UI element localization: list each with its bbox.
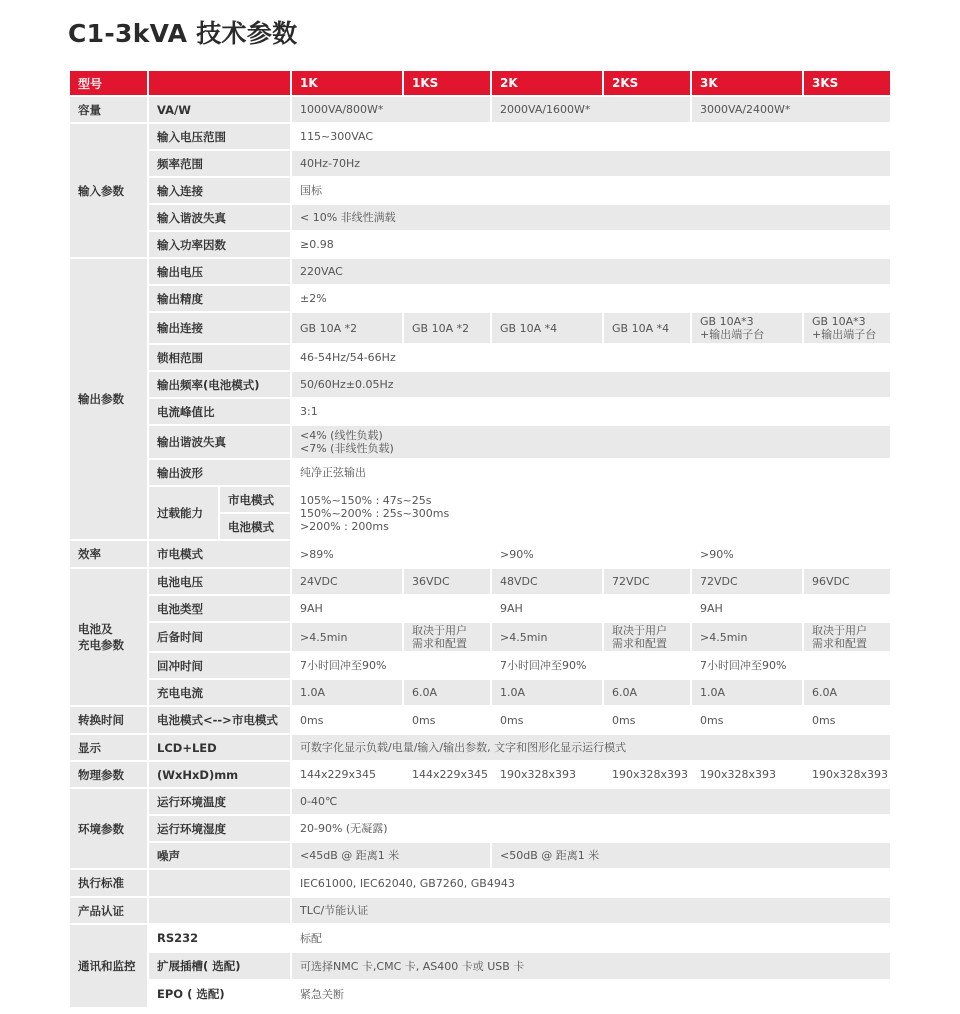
battery-label-line1: 电池及 [78, 622, 113, 636]
table-row [69, 398, 891, 425]
transfer-1ks: 0ms [403, 706, 491, 734]
environment-temperature-label: 运行环境温度 [148, 788, 291, 815]
comm-label: 通讯和监控 [69, 924, 148, 1008]
standard-label: 执行标准 [69, 869, 148, 897]
battery-type-label: 电池类型 [148, 595, 291, 622]
table-row [69, 459, 891, 486]
physical-label: 物理参数 [69, 761, 148, 788]
battery-backup-3ks-line1: 取决于用户 [812, 624, 867, 637]
table-row [69, 924, 891, 952]
table-row [69, 344, 891, 371]
table-row [69, 486, 891, 513]
output-harmonic-line1: <4% (线性负载) [300, 429, 383, 442]
output-accuracy-value: ±2% [291, 285, 891, 312]
table-row [69, 96, 891, 123]
output-overload-mode-mains: 市电模式 [219, 486, 291, 513]
output-freq-label: 输出频率(电池模式) [148, 371, 291, 398]
input-voltage-label: 输入电压范围 [148, 123, 291, 150]
standard-value: IEC61000, IEC62040, GB7260, GB4943 [291, 869, 891, 897]
table-row [69, 312, 891, 344]
physical-sub: (WxHxD)mm [148, 761, 291, 788]
table-row [69, 622, 891, 652]
output-harmonic-line2: <7% (非线性负载) [300, 442, 394, 455]
input-harmonic-value: < 10% 非线性满载 [291, 204, 891, 231]
table-row [69, 869, 891, 897]
comm-epo-label: EPO ( 选配) [148, 980, 291, 1008]
capacity-1k: 1000VA/800W* [291, 96, 491, 123]
battery-recharge-1k: 7小时回冲至90% [291, 652, 491, 679]
page-title: C1-3kVA 技术参数 [68, 19, 298, 48]
table-row [69, 371, 891, 398]
battery-current-3k: 1.0A [691, 679, 803, 706]
table-row [69, 952, 891, 980]
efficiency-3k: >90% [691, 540, 891, 568]
output-overload-line3: >200% : 200ms [300, 519, 389, 533]
table-row [69, 842, 891, 869]
input-harmonic-label: 输入谐波失真 [148, 204, 291, 231]
battery-backup-2k: >4.5min [491, 622, 603, 652]
comm-rs232-value: 标配 [291, 924, 891, 952]
battery-backup-1k: >4.5min [291, 622, 403, 652]
input-pf-label: 输入功率因数 [148, 231, 291, 258]
transfer-2k: 0ms [491, 706, 603, 734]
battery-label [69, 568, 148, 706]
output-freq-value: 50/60Hz±0.05Hz [291, 371, 891, 398]
environment-temperature-value: 0-40℃ [291, 788, 891, 815]
table-row [69, 258, 891, 285]
output-phase-lock-label: 锁相范围 [148, 344, 291, 371]
battery-recharge-2k: 7小时回冲至90% [491, 652, 691, 679]
output-overload-label: 过载能力 [148, 486, 219, 540]
efficiency-sub: 市电模式 [148, 540, 291, 568]
certification-sub [148, 897, 291, 924]
battery-backup-label: 后备时间 [148, 622, 291, 652]
physical-1ks: 144x229x345 [403, 761, 491, 788]
table-row [69, 231, 891, 258]
header-2ks: 2KS [603, 70, 691, 96]
battery-backup-3ks [803, 622, 891, 652]
output-waveform-label: 输出波形 [148, 459, 291, 486]
battery-backup-2ks [603, 622, 691, 652]
transfer-2ks: 0ms [603, 706, 691, 734]
table-row [69, 595, 891, 622]
certification-value: TLC/节能认证 [291, 897, 891, 924]
capacity-sub: VA/W [148, 96, 291, 123]
table-header-row [69, 70, 891, 96]
environment-humidity-value: 20-90% (无凝露) [291, 815, 891, 842]
table-row [69, 204, 891, 231]
battery-voltage-3ks: 96VDC [803, 568, 891, 595]
output-overload-line1: 105%~150% : 47s~25s [300, 493, 432, 507]
capacity-label: 容量 [69, 96, 148, 123]
battery-current-1ks: 6.0A [403, 679, 491, 706]
battery-current-label: 充电电流 [148, 679, 291, 706]
battery-backup-1ks-line2: 需求和配置 [412, 637, 467, 650]
battery-voltage-2k: 48VDC [491, 568, 603, 595]
output-connection-3ks-line2: +输出端子台 [812, 328, 877, 341]
output-accuracy-label: 输出精度 [148, 285, 291, 312]
table-row [69, 788, 891, 815]
display-sub: LCD+LED [148, 734, 291, 761]
header-1ks: 1KS [403, 70, 491, 96]
output-connection-3k-line2: +输出端子台 [700, 328, 765, 341]
input-frequency-label: 频率范围 [148, 150, 291, 177]
battery-current-2k: 1.0A [491, 679, 603, 706]
output-harmonic-value [291, 425, 891, 459]
environment-noise-2k3k: <50dB @ 距离1 米 [491, 842, 891, 869]
physical-3k: 190x328x393 [691, 761, 803, 788]
certification-label: 产品认证 [69, 897, 148, 924]
transfer-1k: 0ms [291, 706, 403, 734]
environment-noise-1k: <45dB @ 距离1 米 [291, 842, 491, 869]
battery-backup-1ks [403, 622, 491, 652]
battery-label-line2: 充电参数 [78, 638, 124, 652]
physical-3ks: 190x328x393 [803, 761, 891, 788]
output-connection-1k: GB 10A *2 [291, 312, 403, 344]
header-2k: 2K [491, 70, 603, 96]
battery-current-3ks: 6.0A [803, 679, 891, 706]
transfer-3k: 0ms [691, 706, 803, 734]
input-voltage-value: 115~300VAC [291, 123, 891, 150]
transfer-label: 转换时间 [69, 706, 148, 734]
output-overload-value [291, 486, 891, 540]
output-connection-2ks: GB 10A *4 [603, 312, 691, 344]
input-connection-label: 输入连接 [148, 177, 291, 204]
battery-backup-1ks-line1: 取决于用户 [412, 624, 467, 637]
output-voltage-value: 220VAC [291, 258, 891, 285]
display-label: 显示 [69, 734, 148, 761]
table-row [69, 734, 891, 761]
physical-2k: 190x328x393 [491, 761, 603, 788]
header-blank [148, 70, 291, 96]
efficiency-1k: >89% [291, 540, 491, 568]
display-value: 可数字化显示负载/电量/输入/输出参数, 文字和图形化显示运行模式 [291, 734, 891, 761]
output-overload-line2: 150%~200% : 25s~300ms [300, 506, 450, 520]
table-row [69, 652, 891, 679]
table-row [69, 540, 891, 568]
output-connection-label: 输出连接 [148, 312, 291, 344]
output-label: 输出参数 [69, 258, 148, 540]
physical-1k: 144x229x345 [291, 761, 403, 788]
comm-rs232-label: RS232 [148, 924, 291, 952]
output-connection-3k-line1: GB 10A*3 [700, 315, 754, 328]
output-connection-3ks [803, 312, 891, 344]
battery-voltage-1k: 24VDC [291, 568, 403, 595]
battery-current-1k: 1.0A [291, 679, 403, 706]
battery-backup-2ks-line2: 需求和配置 [612, 637, 667, 650]
battery-voltage-3k: 72VDC [691, 568, 803, 595]
table-row [69, 568, 891, 595]
table-row [69, 897, 891, 924]
table-row [69, 177, 891, 204]
output-connection-1ks: GB 10A *2 [403, 312, 491, 344]
table-row [69, 285, 891, 312]
header-3k: 3K [691, 70, 803, 96]
table-row [69, 150, 891, 177]
table-row [69, 761, 891, 788]
environment-noise-label: 噪声 [148, 842, 291, 869]
table-row [69, 815, 891, 842]
input-frequency-value: 40Hz-70Hz [291, 150, 891, 177]
input-label: 输入参数 [69, 123, 148, 258]
battery-voltage-1ks: 36VDC [403, 568, 491, 595]
environment-humidity-label: 运行环境湿度 [148, 815, 291, 842]
output-connection-2k: GB 10A *4 [491, 312, 603, 344]
battery-voltage-2ks: 72VDC [603, 568, 691, 595]
battery-backup-2ks-line1: 取决于用户 [612, 624, 667, 637]
capacity-2k: 2000VA/1600W* [491, 96, 691, 123]
capacity-3k: 3000VA/2400W* [691, 96, 891, 123]
comm-epo-value: 紧急关断 [291, 980, 891, 1008]
output-connection-3ks-line1: GB 10A*3 [812, 315, 866, 328]
standard-sub [148, 869, 291, 897]
battery-type-1k: 9AH [291, 595, 491, 622]
output-crest-value: 3:1 [291, 398, 891, 425]
output-crest-label: 电流峰值比 [148, 398, 291, 425]
header-1k: 1K [291, 70, 403, 96]
battery-recharge-label: 回冲时间 [148, 652, 291, 679]
table-row [69, 679, 891, 706]
battery-backup-3k: >4.5min [691, 622, 803, 652]
header-3ks: 3KS [803, 70, 891, 96]
efficiency-label: 效率 [69, 540, 148, 568]
battery-voltage-label: 电池电压 [148, 568, 291, 595]
output-voltage-label: 输出电压 [148, 258, 291, 285]
battery-current-2ks: 6.0A [603, 679, 691, 706]
output-harmonic-label: 输出谐波失真 [148, 425, 291, 459]
environment-label: 环境参数 [69, 788, 148, 869]
spec-table [68, 69, 892, 1009]
comm-slot-label: 扩展插槽( 选配) [148, 952, 291, 980]
physical-2ks: 190x328x393 [603, 761, 691, 788]
transfer-3ks: 0ms [803, 706, 891, 734]
output-overload-mode-battery: 电池模式 [219, 513, 291, 540]
battery-backup-3ks-line2: 需求和配置 [812, 637, 867, 650]
input-connection-value: 国标 [291, 177, 891, 204]
comm-slot-value: 可选择NMC 卡,CMC 卡, AS400 卡或 USB 卡 [291, 952, 891, 980]
input-pf-value: ≥0.98 [291, 231, 891, 258]
table-row [69, 123, 891, 150]
output-connection-3k [691, 312, 803, 344]
transfer-sub: 电池模式<-->市电模式 [148, 706, 291, 734]
battery-recharge-3k: 7小时回冲至90% [691, 652, 891, 679]
battery-type-3k: 9AH [691, 595, 891, 622]
table-row [69, 425, 891, 459]
efficiency-2k: >90% [491, 540, 691, 568]
header-model: 型号 [69, 70, 148, 96]
battery-type-2k: 9AH [491, 595, 691, 622]
table-row [69, 980, 891, 1008]
table-row [69, 706, 891, 734]
output-waveform-value: 纯净正弦输出 [291, 459, 891, 486]
output-phase-lock-value: 46-54Hz/54-66Hz [291, 344, 891, 371]
